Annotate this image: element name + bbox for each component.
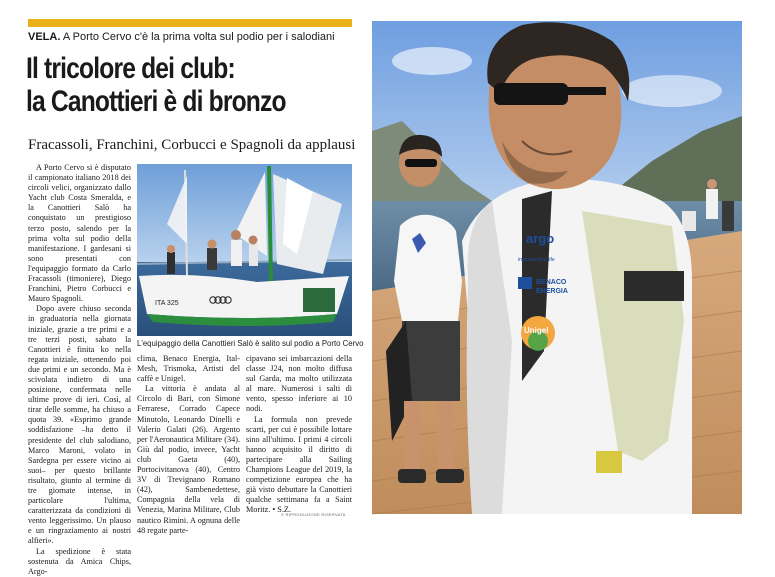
kicker-tag: VELA. (28, 31, 61, 43)
benaco-mark (518, 277, 532, 289)
kicker (28, 31, 358, 44)
photo-caption: L'equipaggio della Canottieri Salò è salito sul podio a Porto Cervo (137, 339, 364, 348)
paragraph: A Porto Cervo si è disputato il campionato italiano 2018 dei circoli velici, organizzato dallo Yacht club Costa Smeralda, e la Canottieri Salò ha conquistato un prestigioso terzo posto, salendo per la prima volta sul podio della manifestazione. I gardesani si sono presentati con l'equipaggio formato da Carlo Fracassoli (timoniere), Diego Franchini, Pietro Corbucci e Mauro Spagnoli. (28, 163, 131, 304)
unigel-logo: Unigel (524, 326, 549, 335)
paragraph: Dopo avere chiuso seconda in graduatoria nella giornata iniziale, grazie a tre primi e a tre terzi posti, sabato la Canottieri è finita ko nella regata iniziale, ottenendo poi due primi e un secondo. Ma è scivolata indietro di una posizione, confermata nelle ultime prove di ieri. Così, al tirar delle somme, ha chiuso a quota 39. «Esprimo grande soddisfazione –ha detto il presidente del club salodiano, Marco Maroni, volato in Sardegna per essere vicino ai suoi– per questo brillante risultato, giunto al termine di tre giornate intense, in particolare l'ultima, caratterizzata da condizioni di vento leggerissimo. Un plauso e un ringraziamento ai nostri alfieri». (28, 304, 131, 546)
headline-line-2: la Canottieri è di bronzo (26, 85, 286, 118)
crew-portrait-photo (372, 21, 742, 514)
headline-line-1: Il tricolore dei club: (26, 52, 235, 85)
benaco-logo: BENACO (536, 279, 567, 286)
article-column-1 (28, 163, 131, 576)
paragraph: cipavano sei imbarcazioni della classe J24, non molto diffusa sul Garda, ma molto utilizzata al mare. Numerosi i salti di vento, spesso inferiore ai 10 nodi. (246, 354, 352, 414)
headline (26, 52, 297, 118)
argo-logo: argo (526, 231, 555, 246)
kicker-text: A Porto Cervo c'è la prima volta sul podio per i salodiani (60, 31, 335, 43)
copyright-credit: © RIPRODUZIONE RISERVATA (281, 512, 346, 517)
subheadline: Fracassoli, Franchini, Corbucci e Spagnoli da applausi (28, 137, 356, 153)
paragraph: clima, Benaco Energia, Ital-Mesh, Trismoka, Artisti del caffè e Unigel. (137, 354, 240, 384)
energia-logo: ENERGIA (536, 288, 568, 295)
paragraph: La vittoria è andata al Circolo di Bari, con Simone Ferrarese, Corrado Capece Minutolo, Leonardo Dinelli e Valerio Galati (26). Argento per l'Aeronautica Militare (34). Giù dal podio, invece, Yacht club Gaeta (40), Portocivitanova (40), Centro 3V di Trevignano Romano (42), Sambenedettese, Compagnia della vela di Venezia, Marina Militare, Club nautico Rimini. A ognuna delle 48 regate parte- (137, 384, 240, 535)
section-accent-bar (28, 19, 352, 27)
paragraph: La spedizione è stata sostenuta da Amica Chips, Argo- (28, 546, 131, 576)
sail-number-label: ITA 325 (155, 300, 179, 307)
paragraph: La formula non prevede scarti, per cui è possibile lottare sino all'ultimo. I primi 4 circoli hanno acquisito il diritto di partecipare alla Sailing Champions League del 2019, la competizione europea che ha già visto debuttare la Canottieri qualche settimana fa a Saint Moritz. • S.Z. (246, 414, 352, 515)
argo-tagline: improve your life (518, 257, 555, 263)
article-column-2 (137, 354, 240, 535)
sailing-photo (137, 164, 352, 336)
